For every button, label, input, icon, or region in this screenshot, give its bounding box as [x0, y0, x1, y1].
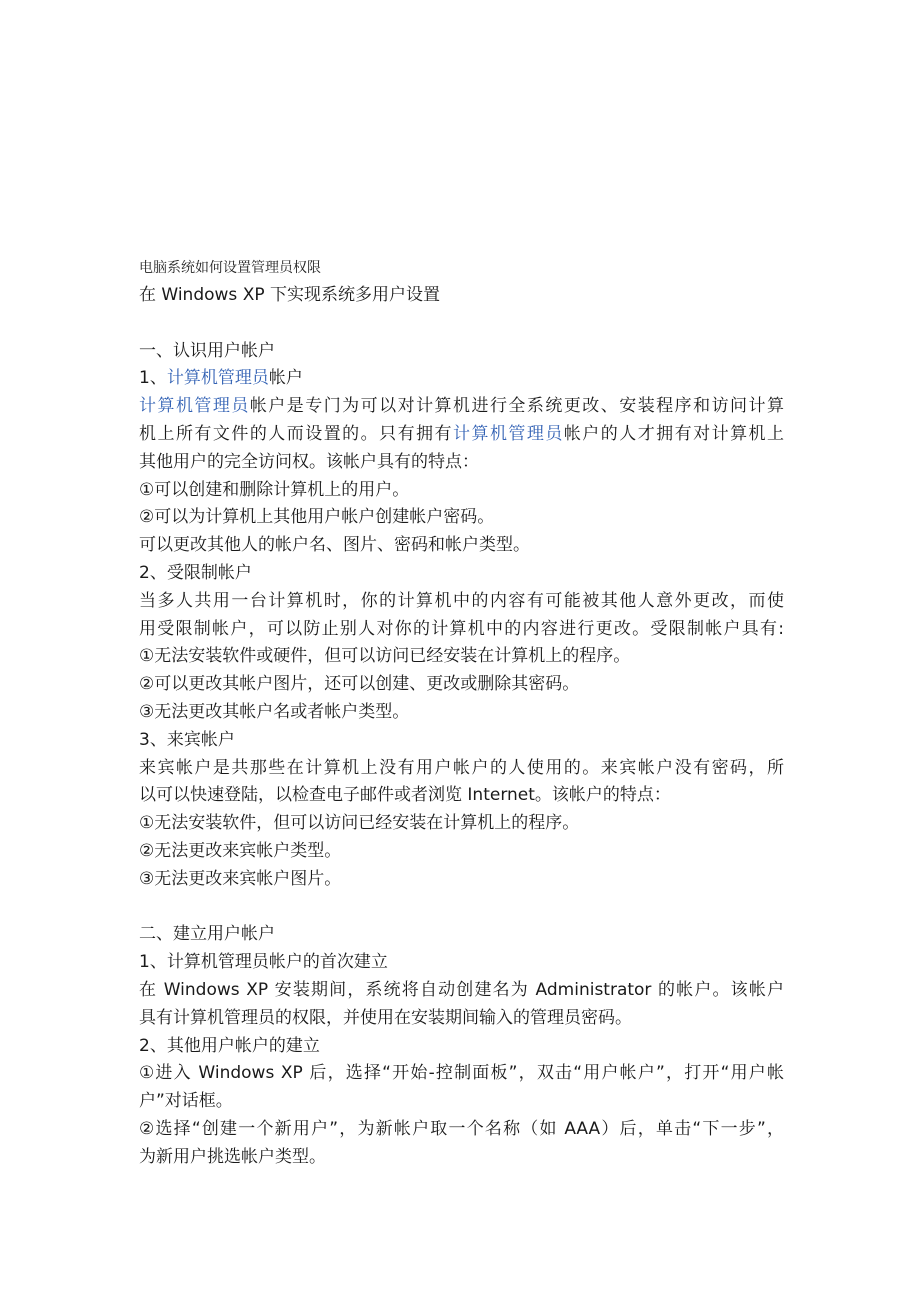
subheading-admin-account: [139, 365, 784, 393]
subheading-other-accounts: 2、其他用户帐户的建立: [139, 1035, 320, 1056]
paragraph-line: 其他用户的完全访问权。该帐户具有的特点：: [139, 451, 479, 472]
list-item-continued: 为新用户挑选帐户类型。: [139, 1146, 326, 1167]
admin-link[interactable]: 计算机管理员: [453, 423, 564, 444]
paragraph-line: 来宾帐户是共那些在计算机上没有用户帐户的人使用的。来宾帐户没有密码，所: [139, 757, 784, 778]
document-subtitle: 在 Windows XP 下实现系统多用户设置: [139, 285, 440, 305]
list-item: ②选择“创建一个新用户”，为新帐户取一个名称（如 AAA）后，单击“下一步”，: [139, 1118, 784, 1139]
paragraph-line: [139, 393, 784, 421]
subheading-guest-account: 3、来宾帐户: [139, 729, 235, 750]
list-item: ②可以为计算机上其他用户帐户创建帐户密码。: [139, 507, 495, 528]
list-item: ③无法更改其帐户名或者帐户类型。: [139, 701, 410, 722]
subheading-limited-account: 2、受限制帐户: [139, 562, 252, 583]
list-item: 可以更改其他人的帐户名、图片、密码和帐户类型。: [139, 535, 530, 556]
admin-link[interactable]: 计算机管理员: [166, 368, 269, 389]
section-heading-create-accounts: 二、建立用户帐户: [139, 924, 275, 945]
subheading-first-admin: 1、计算机管理员帐户的首次建立: [139, 952, 388, 973]
blank-line: [139, 894, 784, 922]
blank-line: [139, 310, 784, 338]
paragraph-line: 用受限制帐户，可以防止别人对你的计算机中的内容进行更改。受限制帐户具有:: [139, 618, 784, 639]
section-heading-recognize-accounts: 一、认识用户帐户: [139, 340, 275, 361]
paragraph-line: 在 Windows XP 安装期间，系统将自动创建名为 Administrator 的帐户。该帐户: [139, 979, 784, 1000]
list-item-continued: 户”对话框。: [139, 1091, 233, 1112]
paragraph-line: 具有计算机管理员的权限，并使用在安装期间输入的管理员密码。: [139, 1007, 632, 1028]
paragraph-line: [139, 421, 784, 449]
list-item: ①无法安装软件或硬件，但可以访问已经安装在计算机上的程序。: [139, 646, 631, 667]
paragraph-text: 帐户的人才拥有对计算机上: [563, 423, 785, 444]
list-item: ①进入 Windows XP 后，选择“开始-控制面板”，双击“用户帐户”，打开“用户帐: [139, 1063, 784, 1084]
list-item: ①可以创建和删除计算机上的用户。: [139, 479, 410, 500]
subheading-number: 1、: [139, 368, 167, 389]
admin-link[interactable]: 计算机管理员: [139, 396, 250, 417]
list-item: ③无法更改来宾帐户图片。: [139, 868, 342, 889]
list-item: ②无法更改来宾帐户类型。: [139, 840, 342, 861]
paragraph-text: 帐户是专门为可以对计算机进行全系统更改、安装程序和访问计算: [249, 396, 785, 417]
paragraph-text: 机上所有文件的人而设置的。只有拥有: [139, 423, 453, 444]
paragraph-line: 以可以快速登陆，以检查电子邮件或者浏览 Internet。该帐户的特点：: [139, 785, 671, 806]
subheading-suffix: 帐户: [268, 368, 303, 389]
document-title: 电脑系统如何设置管理员权限: [139, 260, 321, 276]
document-body: [139, 282, 784, 1172]
paragraph-line: 当多人共用一台计算机时，你的计算机中的内容有可能被其他人意外更改，而使: [139, 590, 784, 611]
list-item: ②可以更改其帐户图片，还可以创建、更改或删除其密码。: [139, 674, 580, 695]
list-item: ①无法安装软件，但可以访问已经安装在计算机上的程序。: [139, 813, 580, 834]
